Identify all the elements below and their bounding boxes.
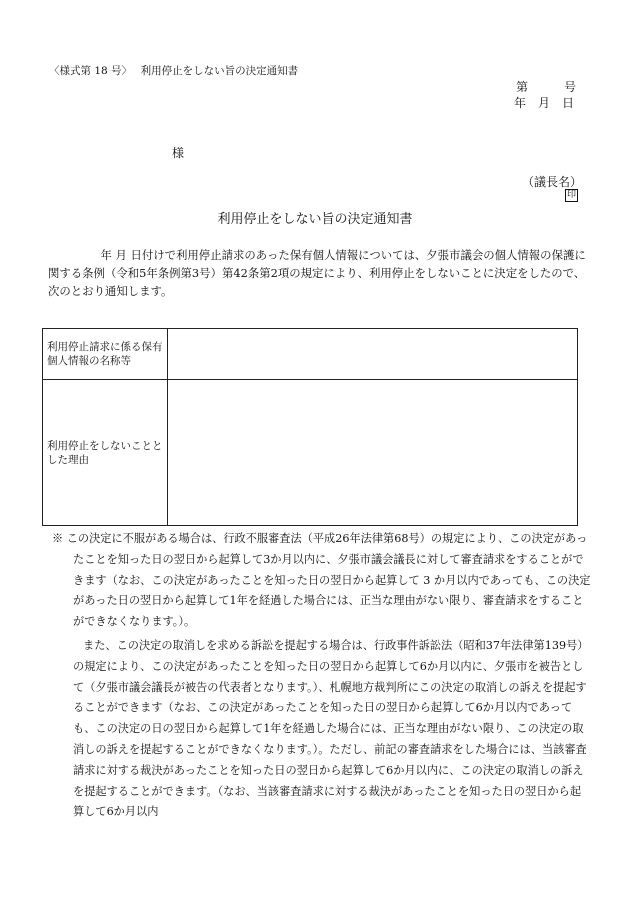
intro-paragraph: 年 月 日付けで利用停止請求のあった保有個人情報については、夕張市議会の個人情報の保護に関する条例（令和5年条例第3号）第42条第2項の規定により、利用停止をしないことに決定をしたので、次のとおり通知します。 (48, 248, 586, 298)
appeal-note: ※ この決定に不服がある場合は、行政不服審査法（平成26年法律第68号）の規定により、この決定があったことを知った日の翌日から起算して3か月以内に、夕張市議会議長に対して審査請求をすることができます（なお、この決定があったことを知った日の翌日から起算して 3 か月以内であっても、この決定があった日の翌日から起算して1年を経過した場合には、正当な理由がない限り、審査請求をすることができなくなります。）。 (52, 532, 591, 629)
lawsuit-note: また、この決定の取消しを求める訴訟を提起する場合は、行政事件訴訟法（昭和37年法律第139号）の規定により、この決定があったことを知った日の翌日から起算して6か月以内に、夕張市を被告として（夕張市議会議長が被告の代表者となります。）、札幌地方裁判所にこの決定の取消しの訴えを提起することができます（なお、この決定があったことを知った日の翌日から起算して6か月以内であっても、この決定の日の翌日から起算して1年を経過した場合には、正当な理由がない限り、この決定の取消しの訴えを提起することができなくなります。）。ただし、前記の審査請求をした場合には、当該審査請求に対する裁決があったことを知った日の翌日から起算して6か月以内に、この決定の取消しの訴えを提起することができます。（なお、当該審査請求に対する裁決があったことを知った日の翌日から起算して6か月以内 (73, 638, 589, 819)
seal-mark: 印 (566, 190, 576, 200)
info-table (42, 328, 578, 526)
personal-info-name-value (168, 329, 578, 380)
sender-name: （議長名） (522, 175, 583, 189)
form-number-label: 〈様式第 18 号〉 利用停止をしない旨の決定通知書 (49, 65, 299, 77)
reason-label: 利用停止をしないこととした理由 (43, 380, 168, 526)
table-row (43, 329, 578, 380)
personal-info-name-label: 利用停止請求に係る保有個人情報の名称等 (43, 329, 168, 380)
addressee-honorific: 様 (172, 146, 185, 160)
document-number-line: 第 号 (516, 80, 577, 94)
document-title: 利用停止をしない旨の決定通知書 (217, 212, 413, 227)
table-row (43, 380, 578, 526)
document-date-line: 年 月 日 (514, 96, 575, 110)
notes-section (52, 529, 592, 823)
reason-value (168, 380, 578, 526)
